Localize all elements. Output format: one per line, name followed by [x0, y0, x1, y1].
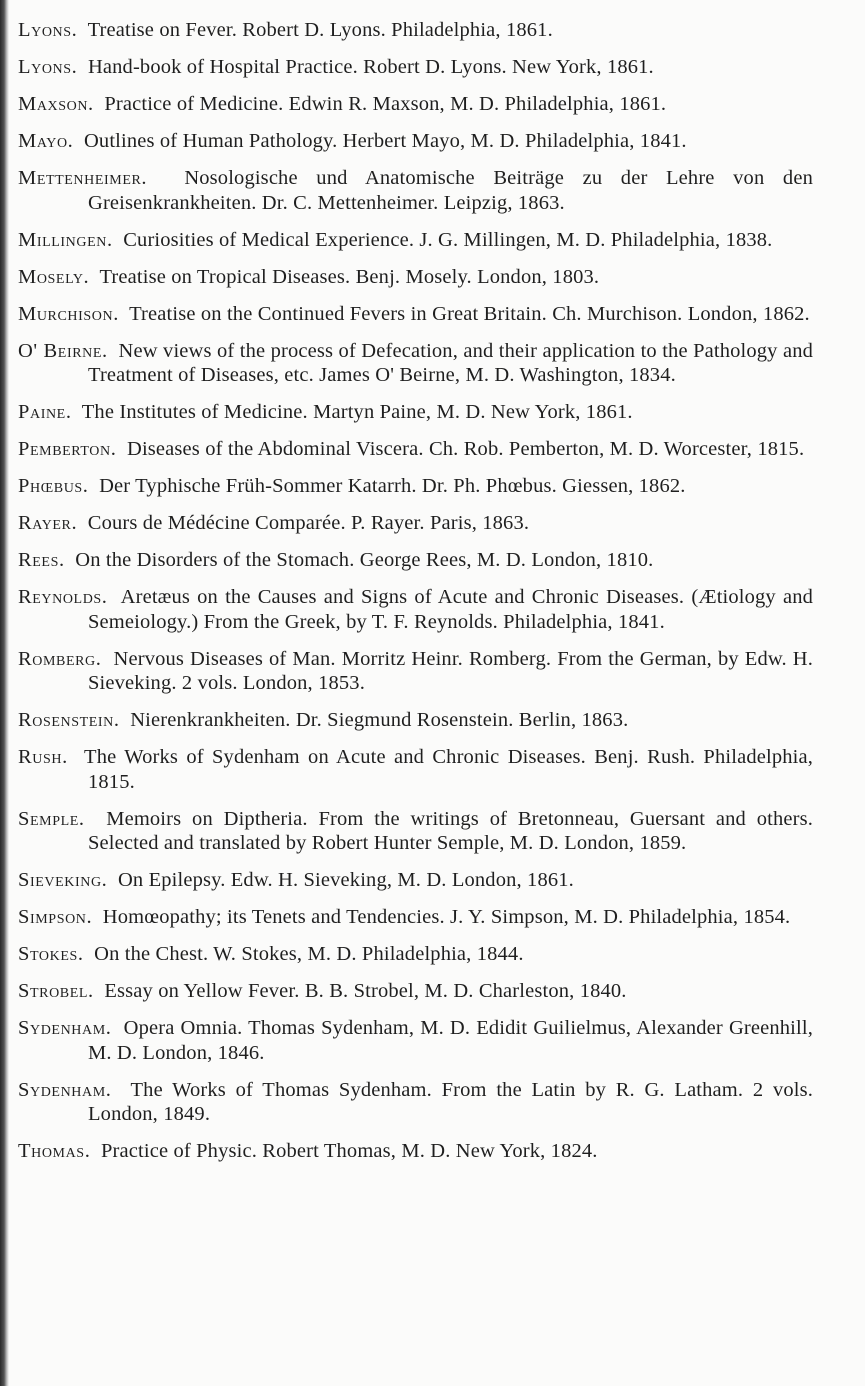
- entry-text: Opera Omnia. Thomas Sydenham, M. D. Edidit Guilielmus, Alexander Greenhill, M. D. London, 1846.: [88, 1017, 813, 1064]
- bibliography-entry: [18, 400, 813, 425]
- entry-author: Rosenstein.: [18, 709, 120, 731]
- bibliography-entry: [18, 511, 813, 536]
- entry-text: Homœopathy; its Tenets and Tendencies. J. Y. Simpson, M. D. Philadelphia, 1854.: [102, 906, 791, 928]
- book-spine-shadow: [0, 0, 9, 1386]
- bibliography-entry: [18, 437, 813, 462]
- entry-author: Thomas.: [18, 1140, 91, 1162]
- entry-author: Maxson.: [18, 93, 94, 115]
- entry-author: Rayer.: [18, 512, 78, 534]
- bibliography-entry: [18, 979, 813, 1004]
- entry-author: Semple.: [18, 807, 85, 830]
- bibliography-entry: [18, 905, 813, 930]
- entry-author: Pemberton.: [18, 438, 117, 460]
- entry-text: On the Disorders of the Stomach. George Rees, M. D. London, 1810.: [75, 549, 654, 571]
- entry-author: Rees.: [18, 549, 65, 571]
- bibliography-entry: [18, 868, 813, 893]
- entry-text: Practice of Medicine. Edwin R. Maxson, M. D. Philadelphia, 1861.: [104, 93, 667, 115]
- entry-author: Mayo.: [18, 130, 74, 152]
- entry-author: O' Beirne.: [18, 339, 108, 362]
- bibliography-entry: [18, 807, 813, 856]
- entry-author: Rush.: [18, 746, 68, 768]
- bibliography-entry: [18, 1016, 813, 1065]
- entry-text: Nervous Diseases of Man. Morritz Heinr. Romberg. From the German, by Edw. H. Sieveking. 2 vols. London, 1853.: [88, 647, 813, 694]
- entry-author: Sydenham.: [18, 1078, 112, 1101]
- bibliography-entry: [18, 1139, 813, 1164]
- entry-author: Simpson.: [18, 906, 93, 928]
- entry-author: Mettenheimer.: [18, 167, 148, 189]
- entry-text: Curiosities of Medical Experience. J. G. Millingen, M. D. Philadelphia, 1838.: [123, 228, 773, 251]
- entry-text: Nosologische und Anatomische Beiträge zu der Lehre von den Greisenkrankheiten. Dr. C. Mettenheimer. Leipzig, 1863.: [88, 167, 813, 214]
- bibliography-entry: [18, 129, 813, 154]
- bibliography-entry: [18, 18, 813, 43]
- entry-text: On Epilepsy. Edw. H. Sieveking, M. D. London, 1861.: [117, 869, 574, 891]
- entry-text: Practice of Physic. Robert Thomas, M. D. New York, 1824.: [100, 1140, 598, 1162]
- entry-text: New views of the process of Defecation, and their application to the Pathology and Treatment of Diseases, etc. James O' Beirne, M. D. Washington, 1834.: [88, 339, 814, 386]
- bibliography-entry: [18, 228, 813, 253]
- entry-text: Aretæus on the Causes and Signs of Acute and Chronic Diseases. (Ætiology and Semeiology.) From the Greek, by T. F. Reynolds. Philadelphia, 1841.: [88, 586, 814, 633]
- entry-author: Paine.: [18, 401, 72, 423]
- entry-author: Lyons.: [18, 56, 78, 78]
- entry-author: Sieveking.: [18, 869, 108, 891]
- bibliography-entry: [18, 708, 813, 733]
- entry-text: The Works of Thomas Sydenham. From the Latin by R. G. Latham. 2 vols. London, 1849.: [88, 1078, 813, 1125]
- bibliography-entry: [18, 265, 813, 290]
- entry-author: Reynolds.: [18, 586, 108, 608]
- bibliography-entry: [18, 55, 813, 80]
- bibliography-entry: [18, 302, 813, 327]
- entry-text: On the Chest. W. Stokes, M. D. Philadelphia, 1844.: [94, 943, 524, 965]
- entry-author: Stokes.: [18, 943, 84, 965]
- bibliography-entry: [18, 166, 813, 215]
- entry-text: Cours de Médécine Comparée. P. Rayer. Paris, 1863.: [87, 512, 530, 534]
- entry-text: The Works of Sydenham on Acute and Chronic Diseases. Benj. Rush. Philadelphia, 1815.: [84, 746, 813, 793]
- entry-text: Nierenkrankheiten. Dr. Siegmund Rosenstein. Berlin, 1863.: [130, 709, 629, 731]
- bibliography-entry: [18, 474, 813, 499]
- entry-author: Murchison.: [18, 302, 119, 325]
- entry-author: Millingen.: [18, 228, 113, 251]
- bibliography-entry: [18, 745, 813, 794]
- bibliography-entry: [18, 942, 813, 967]
- entry-author: Mosely.: [18, 265, 90, 288]
- entry-text: Diseases of the Abdominal Viscera. Ch. Rob. Pemberton, M. D. Worcester, 1815.: [127, 438, 805, 460]
- bibliography-entry: [18, 339, 813, 388]
- bibliography-entry: [18, 92, 813, 117]
- entry-text: Memoirs on Diptheria. From the writings of Bretonneau, Guersant and others. Selected and translated by Robert Hunter Semple, M. D. London, 1859.: [88, 807, 813, 854]
- entry-author: Sydenham.: [18, 1017, 112, 1039]
- entry-text: The Institutes of Medicine. Martyn Paine, M. D. New York, 1861.: [81, 401, 633, 423]
- entry-text: Der Typhische Früh-Sommer Katarrh. Dr. Ph. Phœbus. Giessen, 1862.: [99, 475, 686, 497]
- entry-text: Treatise on Fever. Robert D. Lyons. Philadelphia, 1861.: [87, 19, 553, 41]
- entry-text: Essay on Yellow Fever. B. B. Strobel, M. D. Charleston, 1840.: [104, 980, 627, 1002]
- entry-author: Romberg.: [18, 647, 102, 670]
- entry-author: Phœbus.: [18, 475, 89, 497]
- entry-text: Treatise on Tropical Diseases. Benj. Mosely. London, 1803.: [99, 265, 600, 288]
- bibliography-page: [18, 18, 813, 1176]
- bibliography-entry: [18, 1078, 813, 1127]
- bibliography-entry: [18, 585, 813, 634]
- entry-author: Lyons.: [18, 19, 78, 41]
- bibliography-entry: [18, 647, 813, 696]
- bibliography-entry: [18, 548, 813, 573]
- entry-text: Hand-book of Hospital Practice. Robert D. Lyons. New York, 1861.: [87, 56, 654, 78]
- entry-text: Outlines of Human Pathology. Herbert Mayo, M. D. Philadelphia, 1841.: [83, 130, 687, 152]
- entry-text: Treatise on the Continued Fevers in Great Britain. Ch. Murchison. London, 1862.: [129, 302, 810, 325]
- entry-author: Strobel.: [18, 980, 94, 1002]
